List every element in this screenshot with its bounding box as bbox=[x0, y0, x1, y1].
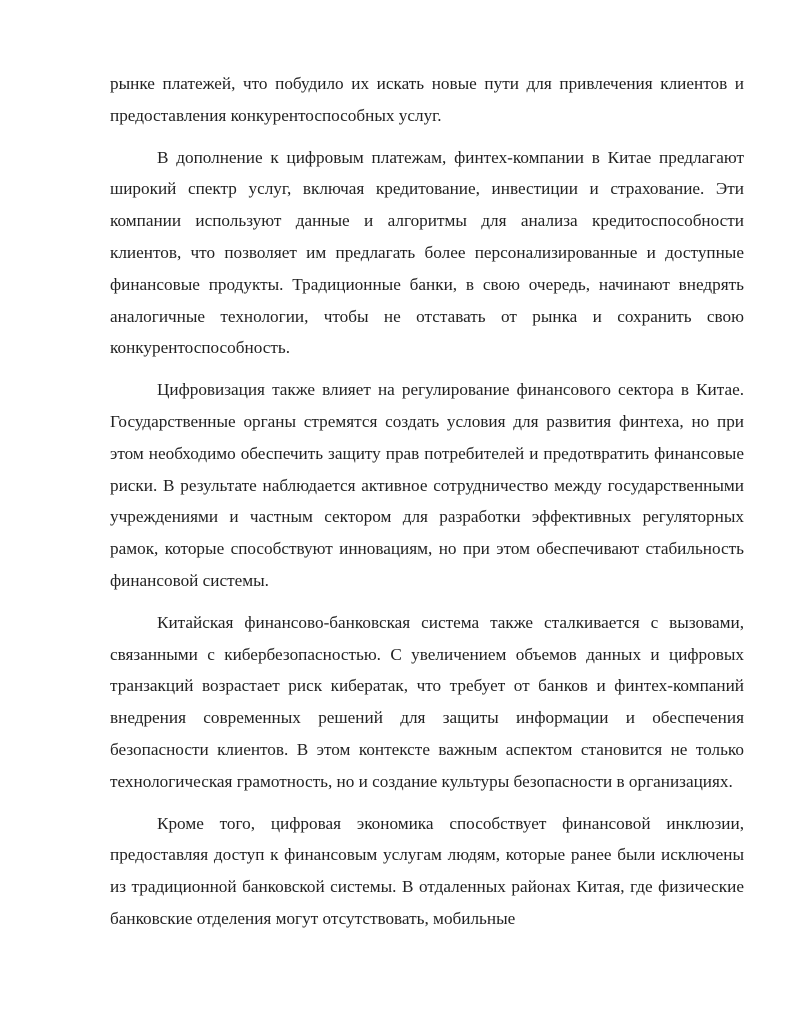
paragraph-cybersecurity: Китайская финансово-банковская система также сталкивается с вызовами, связанными с кибербезопасностью. С увеличением объемов данных и цифровых транзакций возрастает риск кибератак, что требует от банков и финтех-компаний внедрения современных решений для защиты информации и обеспечения безопасности клиентов. В этом контексте важным аспектом становится не только технологическая грамотность, но и создание культуры безопасности в организациях. bbox=[110, 612, 744, 791]
paragraph-financial-inclusion: Кроме того, цифровая экономика способствует финансовой инклюзии, предоставляя доступ к финансовым услугам людям, которые ранее были исключены из традиционной банковской системы. В отдаленных районах Китая, где физические банковские отделения могут отсутствовать, мобильные bbox=[110, 813, 744, 928]
paragraph-digital-services: В дополнение к цифровым платежам, финтех-компании в Китае предлагают широкий спектр услуг, включая кредитование, инвестиции и страхование. Эти компании используют данные и алгоритмы для анализа кредитоспособности клиентов, что позволяет им предлагать более персонализированные и доступные финансовые продукты. Традиционные банки, в свою очередь, начинают внедрять аналогичные технологии, чтобы не отставать от рынка и сохранить свою конкурентоспособность. bbox=[110, 147, 744, 358]
paragraph-regulation: Цифровизация также влияет на регулирование финансового сектора в Китае. Государственные органы стремятся создать условия для развития финтеха, но при этом необходимо обеспечить защиту прав потребителей и предотвратить финансовые риски. В результате наблюдается активное сотрудничество между государственными учреждениями и частным сектором для разработки эффективных регуляторных рамок, которые способствуют инновациям, но при этом обеспечивают стабильность финансовой системы. bbox=[110, 380, 744, 590]
document-body bbox=[110, 68, 744, 945]
paragraph-continuation: рынке платежей, что побудило их искать новые пути для привлечения клиентов и предоставления конкурентоспособных услуг. bbox=[110, 74, 744, 125]
